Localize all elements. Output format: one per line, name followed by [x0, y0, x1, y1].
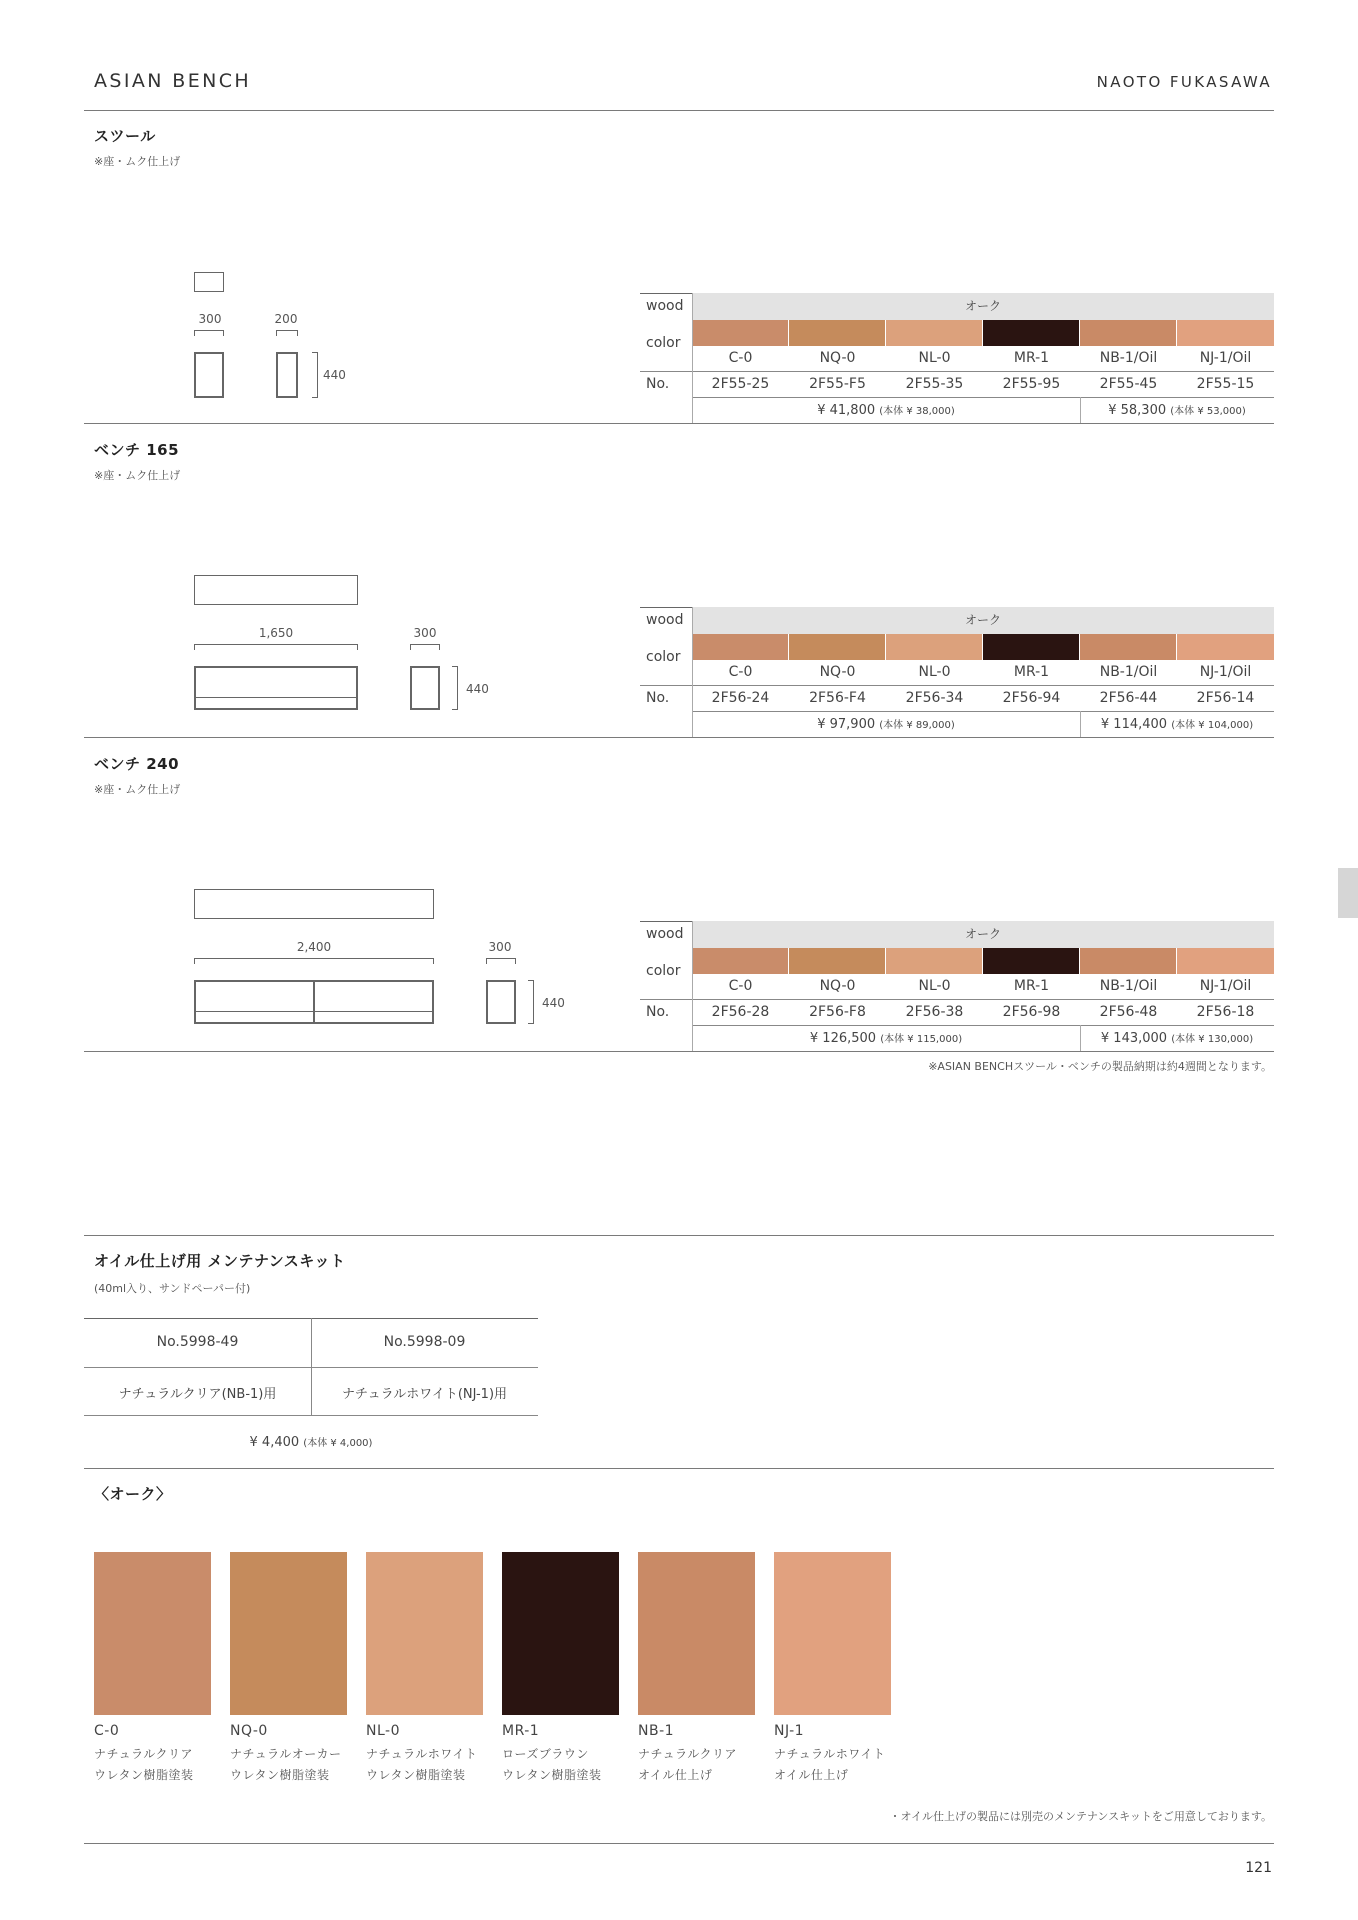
price-oil: ¥ 143,000 (本体 ¥ 130,000): [1100, 1031, 1254, 1046]
swatch-NQ-0: [789, 948, 885, 974]
oak-swatch-MR-1: [502, 1552, 619, 1715]
stool-width-dim: 300: [198, 312, 222, 326]
bench240-top-view: [194, 889, 434, 919]
swatch-finish: オイル仕上げ: [638, 1768, 713, 1782]
dimension-bar: [194, 644, 358, 650]
spec-table-bench165: [640, 607, 1274, 737]
price-urethane: ¥ 41,800 (本体 ¥ 38,000): [817, 403, 955, 418]
oak-swatch-NJ-1: [774, 1552, 891, 1715]
section-title-bench165: ベンチ 165: [94, 441, 180, 459]
page-number: 121: [1245, 1860, 1272, 1876]
product-number: 2F56-38: [905, 1004, 964, 1020]
swatch-color-name: ナチュラルクリア: [94, 1747, 194, 1761]
kit-title: オイル仕上げ用 メンテナンスキット: [94, 1252, 346, 1270]
swatch-C-0: [692, 634, 788, 660]
product-number: 2F56-44: [1099, 690, 1158, 706]
section-title-bench240: ベンチ 240: [94, 755, 180, 773]
swatch-finish: ウレタン樹脂塗装: [502, 1768, 602, 1782]
dimension-bar: [194, 330, 224, 336]
color-code: C-0: [728, 978, 753, 994]
section-note-bench165: ※座・ムク仕上げ: [94, 469, 181, 482]
product-number: 2F55-35: [905, 376, 964, 392]
bench165-width-dim: 1,650: [258, 626, 294, 640]
bench165-front-view: [194, 666, 358, 710]
swatch-color-name: ナチュラルクリア: [638, 1747, 738, 1761]
color-code: NB-1/Oil: [1099, 664, 1158, 680]
swatch-NB-1: [1080, 320, 1176, 346]
stool-depth-dim: 200: [274, 312, 298, 326]
swatch-C-0: [692, 320, 788, 346]
color-code: NL-0: [918, 350, 951, 366]
color-code: NJ-1/Oil: [1199, 350, 1252, 366]
wood-label: wood: [646, 612, 684, 628]
color-code: NL-0: [918, 978, 951, 994]
designer-name: NAOTO FUKASAWA: [1096, 73, 1272, 91]
section-divider: [84, 1468, 1274, 1469]
price-oil: ¥ 58,300 (本体 ¥ 53,000): [1108, 403, 1246, 418]
swatch-NL-0: [886, 948, 982, 974]
bench240-height-dim: 440: [542, 996, 565, 1010]
color-code: MR-1: [1013, 978, 1050, 994]
swatch-code: NJ-1: [774, 1723, 805, 1739]
swatch-color-name: ナチュラルオーカー: [230, 1747, 342, 1761]
wood-value: オーク: [692, 921, 1274, 948]
swatch-NJ-1: [1177, 948, 1274, 974]
bench165-depth-dim: 300: [413, 626, 437, 640]
price-urethane: ¥ 126,500 (本体 ¥ 115,000): [809, 1031, 963, 1046]
color-code: MR-1: [1013, 350, 1050, 366]
color-code: NL-0: [918, 664, 951, 680]
wood-label: wood: [646, 926, 684, 942]
product-number: 2F56-14: [1196, 690, 1255, 706]
product-number: 2F56-18: [1196, 1004, 1255, 1020]
kit-price: ¥ 4,400 (本体 ¥ 4,000): [249, 1435, 373, 1450]
swatch-code: MR-1: [502, 1723, 540, 1739]
swatch-color-name: ローズブラウン: [502, 1747, 589, 1761]
section-divider: [84, 1235, 1274, 1236]
color-code: NB-1/Oil: [1099, 350, 1158, 366]
oak-swatch-C-0: [94, 1552, 211, 1715]
swatch-NB-1: [1080, 948, 1176, 974]
color-code: NJ-1/Oil: [1199, 978, 1252, 994]
price-oil: ¥ 114,400 (本体 ¥ 104,000): [1100, 717, 1254, 732]
swatch-NL-0: [886, 320, 982, 346]
swatch-code: NB-1: [638, 1723, 675, 1739]
no-label: No.: [646, 376, 670, 392]
color-label: color: [646, 335, 681, 351]
wood-label: wood: [646, 298, 684, 314]
swatch-NB-1: [1080, 634, 1176, 660]
color-code: MR-1: [1013, 664, 1050, 680]
header-divider: [84, 110, 1274, 111]
height-bar: [528, 980, 534, 1024]
dimension-bar: [194, 958, 434, 964]
swatch-NQ-0: [789, 320, 885, 346]
swatch-MR-1: [983, 320, 1079, 346]
kit-number-a: No.5998-49: [156, 1334, 239, 1350]
dimension-bar: [276, 330, 298, 336]
swatch-finish: ウレタン樹脂塗装: [230, 1768, 330, 1782]
swatch-color-name: ナチュラルホワイト: [774, 1747, 886, 1761]
side-index-tab: [1338, 868, 1358, 918]
product-number: 2F56-34: [905, 690, 964, 706]
swatch-NJ-1: [1177, 320, 1274, 346]
product-number: 2F56-28: [711, 1004, 770, 1020]
kit-use-b: ナチュラルホワイト(NJ-1)用: [341, 1387, 508, 1402]
color-code: C-0: [728, 350, 753, 366]
section-title-stool: スツール: [94, 127, 156, 145]
swatch-code: C-0: [94, 1723, 120, 1739]
price-urethane: ¥ 97,900 (本体 ¥ 89,000): [817, 717, 955, 732]
product-number: 2F56-F8: [809, 1004, 866, 1020]
swatch-NJ-1: [1177, 634, 1274, 660]
color-code: NQ-0: [819, 664, 856, 680]
dimension-bar: [486, 958, 516, 964]
swatch-finish: ウレタン樹脂塗装: [366, 1768, 466, 1782]
oak-swatch-NL-0: [366, 1552, 483, 1715]
swatch-finish: ウレタン樹脂塗装: [94, 1768, 194, 1782]
color-code: NJ-1/Oil: [1199, 664, 1252, 680]
product-number: 2F55-F5: [809, 376, 866, 392]
color-label: color: [646, 963, 681, 979]
kit-table: [84, 1318, 538, 1416]
swatch-MR-1: [983, 948, 1079, 974]
footer-divider: [84, 1843, 1274, 1844]
bench165-top-view: [194, 575, 358, 605]
bench240-depth-dim: 300: [488, 940, 512, 954]
swatch-C-0: [692, 948, 788, 974]
product-number: 2F55-95: [1002, 376, 1061, 392]
section-note-bench240: ※座・ムク仕上げ: [94, 783, 181, 796]
product-number: 2F56-48: [1099, 1004, 1158, 1020]
swatch-MR-1: [983, 634, 1079, 660]
stool-front-view: [194, 352, 224, 398]
swatch-finish: オイル仕上げ: [774, 1768, 849, 1782]
section-divider: [84, 1051, 1274, 1052]
oak-swatch-NB-1: [638, 1552, 755, 1715]
bench240-side-view: [486, 980, 516, 1024]
wood-value: オーク: [692, 607, 1274, 634]
kit-use-a: ナチュラルクリア(NB-1)用: [118, 1387, 277, 1402]
bench165-side-view: [410, 666, 440, 710]
gallery-footnote: ・オイル仕上げの製品には別売のメンテナンスキットをご用意しております。: [889, 1810, 1272, 1823]
swatch-code: NL-0: [366, 1723, 400, 1739]
kit-note: (40ml入り、サンドペーパー付): [94, 1282, 251, 1295]
product-number: 2F55-45: [1099, 376, 1158, 392]
product-number: 2F56-98: [1002, 1004, 1061, 1020]
stool-side-view: [276, 352, 298, 398]
product-number: 2F56-24: [711, 690, 770, 706]
dimension-bar: [410, 644, 440, 650]
product-number: 2F55-15: [1196, 376, 1255, 392]
section-divider: [84, 423, 1274, 424]
bench240-width-dim: 2,400: [296, 940, 332, 954]
color-code: NB-1/Oil: [1099, 978, 1158, 994]
wood-value: オーク: [692, 293, 1274, 320]
swatch-NL-0: [886, 634, 982, 660]
swatch-code: NQ-0: [230, 1723, 268, 1739]
section-note-stool: ※座・ムク仕上げ: [94, 155, 181, 168]
height-bar: [452, 666, 458, 710]
section-divider: [84, 737, 1274, 738]
height-bar: [312, 352, 318, 398]
color-label: color: [646, 649, 681, 665]
product-number: 2F55-25: [711, 376, 770, 392]
oak-swatch-NQ-0: [230, 1552, 347, 1715]
no-label: No.: [646, 690, 670, 706]
color-code: C-0: [728, 664, 753, 680]
gallery-title: 〈オーク〉: [94, 1485, 172, 1503]
stool-height-dim: 440: [323, 368, 346, 382]
color-code: NQ-0: [819, 350, 856, 366]
delivery-note: ※ASIAN BENCHスツール・ベンチの製品納期は約4週間となります。: [928, 1060, 1272, 1073]
stool-top-view: [194, 272, 224, 292]
kit-number-b: No.5998-09: [383, 1334, 466, 1350]
spec-table-bench240: [640, 921, 1274, 1051]
product-number: 2F56-F4: [809, 690, 866, 706]
swatch-NQ-0: [789, 634, 885, 660]
product-number: 2F56-94: [1002, 690, 1061, 706]
swatch-color-name: ナチュラルホワイト: [366, 1747, 478, 1761]
color-code: NQ-0: [819, 978, 856, 994]
bench165-height-dim: 440: [466, 682, 489, 696]
page-title: ASIAN BENCH: [94, 70, 252, 92]
spec-table-stool: [640, 293, 1274, 423]
no-label: No.: [646, 1004, 670, 1020]
